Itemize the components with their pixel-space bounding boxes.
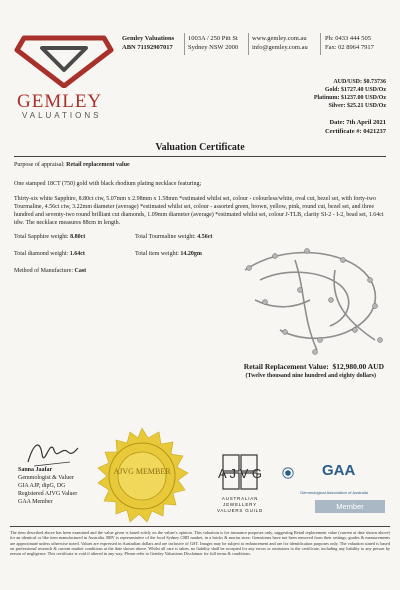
phone-number: Ph: 0433 444 505	[325, 35, 372, 42]
valuer-qualifications: GIA AJP, dipG, DG	[18, 483, 66, 489]
sapphire-weight-value: 8.80ct	[70, 234, 86, 240]
manufacture-method	[14, 268, 86, 274]
phone-block	[325, 34, 374, 52]
item-weight-label: Total item weight:	[135, 251, 179, 257]
purpose-line	[14, 161, 386, 169]
valuer-name: Sanna Jaafar	[18, 467, 53, 473]
necklace-photo	[235, 240, 395, 358]
gold-seal-icon	[92, 426, 192, 526]
brand-name: GEMLEY	[17, 91, 103, 112]
tourmaline-weight-label: Total Tourmaline weight:	[135, 234, 196, 240]
diamond-weight-label: Total diamond weight:	[14, 251, 69, 257]
gemley-diamond-logo	[14, 30, 114, 88]
item-weight-value: 14.20gm	[180, 251, 202, 257]
certificate-number-label: Certificate #:	[324, 128, 362, 135]
aud-usd-rate: AUD/USD: $0.73736	[333, 79, 386, 85]
purpose-label: Purpose of appraisal:	[14, 162, 65, 168]
brand-subtitle: VALUATIONS	[22, 111, 102, 120]
silver-price: Silver: $25.21 USD/Oz	[328, 103, 386, 109]
website-link[interactable]: www.gemley.com.au	[252, 35, 307, 42]
valuer-details	[18, 466, 77, 506]
retail-replacement-value	[244, 362, 384, 371]
footer-rule	[10, 526, 390, 527]
address-block	[188, 34, 238, 52]
page-title: Valuation Certificate	[155, 142, 245, 153]
title-rule	[14, 156, 386, 157]
manufacture-method-label: Method of Manufacture:	[14, 268, 73, 274]
email-link[interactable]: info@gemley.com.au	[252, 44, 308, 51]
sapphire-weight-label: Total Sapphire weight:	[14, 234, 69, 240]
item-weight	[135, 251, 202, 257]
header-divider	[248, 33, 249, 55]
item-description: Thirty-six white Sapphire, 8.80ct ctw, 5.07mm x 2.98mm x 1.58mm *estimated whilst set, colour - colourless/white, oval cut, bezel set, with forty-two Tourmaline, 4.56ct ctw, 3.22mm diameter (average) *estimated whilst set, colour - assorted green, brown, yellow, pink, round cut, bezel set, and three hundred and seventy-two round brilliant cut diamonds, 1.09mm diameter (average) *estimated whilst set, colour J-TLB, clarity SI-2 - I-2, bead set, 1.64ct tdw. The necklace measures 88cm in length.	[14, 196, 384, 226]
platinum-price: Platinum: $1237.00 USD/Oz	[313, 95, 386, 101]
tourmaline-weight	[135, 234, 212, 240]
valuer-membership: GAA Member	[18, 499, 53, 505]
header-divider	[320, 33, 321, 55]
rrv-in-words: (Twelve thousand nine hundred and eighty dollars)	[245, 373, 376, 379]
company-name: Gemley Valuations	[122, 35, 175, 42]
ajvg-line-1: AUSTRALIAN JEWELLERY	[221, 496, 259, 507]
address-line-2: Sydney NSW 2000	[188, 44, 239, 51]
address-line-1: 1003A / 250 Pitt St	[188, 35, 238, 42]
seal-text: AJVG MEMBER	[113, 467, 171, 476]
gold-price: Gold: $1727.40 USD/Oz	[324, 87, 386, 93]
diamond-weight	[14, 251, 85, 257]
sapphire-weight	[14, 234, 85, 240]
ajvg-logo	[205, 453, 275, 495]
gaa-emblem-icon	[282, 458, 322, 488]
web-block	[252, 34, 308, 52]
ajvg-line-2: VALUERS GUILD	[216, 508, 264, 513]
ajvg-mark: A J V G	[217, 466, 263, 481]
certificate-number: 0421237	[363, 128, 386, 135]
gaa-member-badge: Member	[315, 500, 385, 513]
diamond-weight-value: 1.64ct	[69, 251, 85, 257]
disclaimer-text: The item described above has been examined and the value given is based solely on the valuer's opinion. This valuation is for insurance purposes only, suggesting Retail replacement value (current at date shown above) for an identical or like item manufactured in Australia. RRV is representative of the local Sydney CBD market, in a bricks & mortar store. Gemstones have not been removed from their settings, grades & measurements are approximate unless otherwise noted. Values are expressed in Australian dollars and are inclusive of GST. Images may be subject to enhancement and are for identification purposes only. The valuation stated is based on professional research & current market conditions at the date shown above. Whilst all care is taken, no liability shall be accepted for any errors or omissions to the certificate, including any liability to any person by reason of negligence. This certificate is void if altered in any way. Please refer to Gemley Valuations Disclaimer for full terms & conditions.	[10, 530, 390, 557]
certificate-date: Date: 7th April 2021	[329, 119, 386, 126]
manufacture-method-value: Cast	[74, 268, 87, 274]
rrv-label: Retail Replacement Value:	[243, 362, 329, 371]
valuer-registration: Registered AJVG Valuer	[18, 491, 78, 497]
ajvg-caption	[205, 496, 275, 514]
gaa-subtitle: Gemmological Association of Australia	[300, 490, 368, 495]
date-block	[325, 118, 386, 136]
metal-prices	[314, 78, 386, 110]
valuer-title: Gemmologist & Valuer	[18, 475, 74, 481]
gaa-logo-text: GAA	[322, 462, 356, 479]
company-abn: ABN 71192907017	[122, 44, 173, 51]
header-divider	[184, 33, 185, 55]
tourmaline-weight-value: 4.56ct	[197, 234, 213, 240]
rrv-amount: $12,980.00 AUD	[332, 362, 384, 371]
purpose-value: Retail replacement value	[66, 162, 130, 168]
company-block	[122, 34, 174, 52]
item-summary: One stamped 18CT (750) gold with black rhodium plating necklace featuring;	[14, 181, 202, 187]
fax-number: Fax: 02 8964 7917	[325, 44, 374, 51]
